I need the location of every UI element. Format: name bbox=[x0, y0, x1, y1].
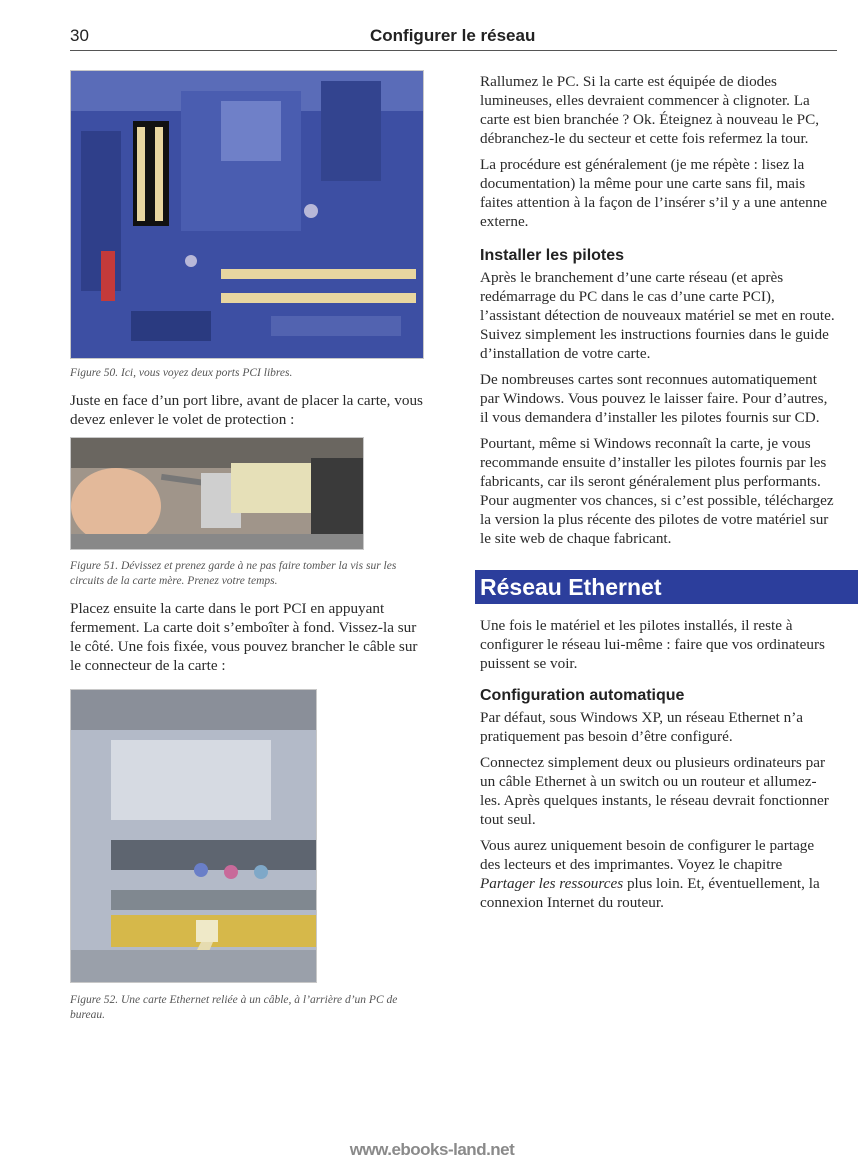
ethernet-card-illustration bbox=[71, 690, 316, 982]
section-banner-reseau-ethernet: Réseau Ethernet bbox=[475, 570, 858, 604]
figure-50-caption: Figure 50. Ici, vous voyez deux ports PCI libres. bbox=[70, 367, 293, 379]
screwdriver-illustration bbox=[71, 438, 363, 549]
figure-52-caption: Figure 52. Une carte Ethernet reliée à un câble, à l’arrière d’un PC de bureau. bbox=[70, 994, 398, 1021]
left-column bbox=[70, 70, 425, 1033]
heading-installer-les-pilotes: Installer les pilotes bbox=[480, 247, 625, 264]
right-paragraph-8: Connectez simplement deux ou plusieurs ordinateurs par un câble Ethernet à un switch ou un routeur et allumez-les. Après quelques instants, le réseau devrait fonctionner tout seul. bbox=[480, 754, 829, 828]
right-paragraph-4: De nombreuses cartes sont reconnues automatiquement par Windows. Vous pouvez le laisser faire. Pour d’autres, il vous demandera d’installer les pilotes fournis sur CD. bbox=[480, 371, 828, 426]
figure-50-motherboard-photo bbox=[70, 70, 424, 359]
right-paragraph-7: Par défaut, sous Windows XP, un réseau Ethernet n’a pratiquement pas besoin d’être configuré. bbox=[480, 709, 804, 745]
right-paragraph-3: Après le branchement d’une carte réseau (et après redémarrage du PC dans le cas d’une carte PCI), l’assistant détection de nouveaux matériel se met en route. Suivez simplement les instructions fournies dans le guide d’installation de votre carte. bbox=[480, 269, 835, 362]
para9-text-after: plus loin. Et, éventuellement, la connexion Internet du routeur. bbox=[480, 875, 820, 911]
figure-51-caption: Figure 51. Dévissez et prenez garde à ne pas faire tomber la vis sur les circuits de la carte mère. Prenez votre temps. bbox=[70, 560, 397, 587]
figure-52-ethernet-card-photo bbox=[70, 689, 317, 983]
right-paragraph-2: La procédure est généralement (je me répète : lisez la documentation) la même pour une carte sans fil, mais faites attention à la façon de l’insérer s’il y a une antenne externe. bbox=[480, 156, 828, 230]
right-paragraph-1: Rallumez le PC. Si la carte est équipée de diodes lumineuses, elles devraient commencer à clignoter. La carte est bien branchée ? Ok. Éteignez à nouveau le PC, débranchez-le du secteur et cette fois refermez la tour. bbox=[480, 73, 820, 147]
right-column bbox=[480, 72, 836, 919]
chapter-reference: Partager les ressources bbox=[480, 875, 624, 892]
right-paragraph-5: Pourtant, même si Windows reconnaît la carte, je vous recommande ensuite d’installer les pilotes fournis par les fabricants, car ils seront généralement plus performants. Pour augmenter vos chances, si c’est possible, téléchargez la version la plus récente des pilotes de votre matériel sur le site web de chaque fabricant. bbox=[480, 435, 834, 547]
page-header bbox=[70, 24, 837, 51]
page-number: 30 bbox=[70, 26, 89, 45]
running-title: Configurer le réseau bbox=[370, 26, 536, 45]
right-paragraph-6: Une fois le matériel et les pilotes installés, il reste à configurer le réseau lui-même : faire que vos ordinateurs puissent se voir. bbox=[480, 617, 825, 672]
heading-configuration-automatique: Configuration automatique bbox=[480, 687, 685, 704]
motherboard-illustration bbox=[71, 71, 423, 358]
left-paragraph-2: Placez ensuite la carte dans le port PCI en appuyant fermement. La carte doit s’emboîter à fond. Vissez-la sur le côté. Une fois fixée, vous pouvez brancher le câble sur le connecteur de la carte : bbox=[70, 600, 418, 674]
left-paragraph-1: Juste en face d’un port libre, avant de placer la carte, vous devez enlever le volet de protection : bbox=[70, 392, 423, 428]
footer-url: www.ebooks-land.net bbox=[349, 1140, 515, 1159]
para9-text-before: Vous aurez uniquement besoin de configurer le partage des lecteurs et des imprimantes. Voyez le chapitre bbox=[480, 837, 815, 873]
figure-51-screwdriver-photo bbox=[70, 437, 364, 550]
right-paragraph-9 bbox=[480, 836, 836, 912]
